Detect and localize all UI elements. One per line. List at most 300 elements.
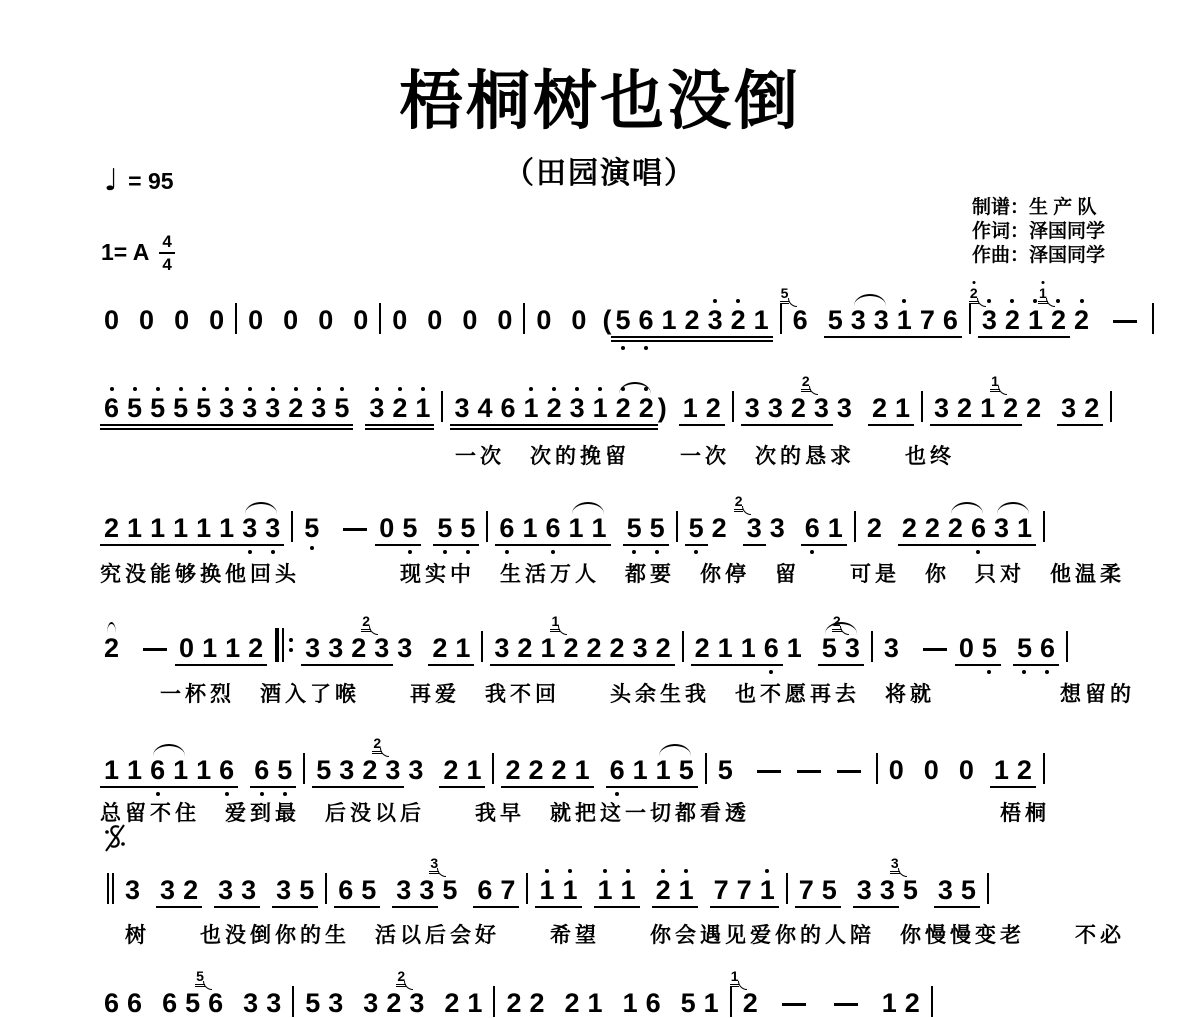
beam-line bbox=[1013, 544, 1036, 546]
note bbox=[1074, 307, 1089, 334]
note bbox=[695, 635, 710, 662]
note bbox=[334, 395, 349, 422]
octave-dot-below bbox=[260, 792, 264, 796]
slur-group bbox=[146, 757, 192, 784]
note bbox=[265, 515, 280, 542]
note-digit: 3 bbox=[369, 393, 385, 423]
beam-line bbox=[347, 664, 370, 666]
beam-line bbox=[433, 544, 456, 546]
note bbox=[610, 635, 625, 662]
note bbox=[925, 515, 940, 542]
beam-line bbox=[358, 786, 381, 788]
slur-group bbox=[612, 395, 658, 422]
note bbox=[828, 515, 843, 542]
beam-line bbox=[307, 424, 330, 426]
note-digit: 3 bbox=[767, 393, 783, 423]
octave-dot-above bbox=[1080, 299, 1084, 303]
note-digit: 3 bbox=[454, 393, 470, 423]
note bbox=[934, 395, 949, 422]
octave-dot-below bbox=[551, 550, 555, 554]
beam-line bbox=[634, 340, 657, 342]
beam-line bbox=[787, 424, 810, 426]
lyrics-line-5: 总留不住 爱到最 后没以后 我早 就把这一切都看透 梧桐 bbox=[100, 802, 1050, 825]
note-digit: 2 bbox=[694, 633, 710, 663]
beam-line bbox=[238, 428, 261, 430]
note bbox=[305, 635, 320, 662]
octave-dot-above bbox=[248, 387, 252, 391]
beam-line bbox=[497, 428, 520, 430]
note bbox=[741, 635, 756, 662]
dash-note bbox=[757, 770, 781, 773]
note bbox=[104, 990, 119, 1017]
note bbox=[311, 395, 326, 422]
beam-line bbox=[635, 424, 658, 426]
beam-line bbox=[238, 544, 261, 546]
note-digit: 0 bbox=[462, 305, 478, 335]
beam-line bbox=[953, 424, 976, 426]
note bbox=[959, 757, 974, 784]
note-digit: 1 bbox=[682, 393, 698, 423]
note-digit: 6 bbox=[219, 755, 235, 785]
note-digit: 5 bbox=[305, 988, 321, 1018]
note-digit: 0 bbox=[958, 755, 974, 785]
beam-line bbox=[818, 906, 841, 908]
time-signature bbox=[159, 232, 174, 273]
note-digit: 6 bbox=[942, 305, 958, 335]
octave-dot-above bbox=[225, 387, 229, 391]
octave-dot-above bbox=[575, 387, 579, 391]
note-digit: 2 bbox=[1004, 305, 1020, 335]
note-digit: 3 bbox=[305, 633, 321, 663]
note-digit: 2 bbox=[1016, 755, 1032, 785]
note bbox=[248, 635, 263, 662]
note-digit: 5 bbox=[361, 875, 377, 905]
beam-line bbox=[473, 424, 496, 426]
note bbox=[857, 877, 872, 904]
note bbox=[462, 307, 477, 334]
note bbox=[373, 735, 401, 785]
note bbox=[202, 635, 217, 662]
note bbox=[353, 307, 368, 334]
grace-note: 3 bbox=[429, 856, 439, 874]
lyrics-line-3: 究没能够换他回头 现实中 生活万人 都要 你停 留 可是 你 只对 他温柔 bbox=[100, 563, 1125, 586]
note bbox=[545, 515, 560, 542]
barline bbox=[780, 303, 782, 334]
beam-line bbox=[169, 544, 192, 546]
beam-line bbox=[710, 906, 733, 908]
notation-line-5 bbox=[100, 735, 1052, 785]
note bbox=[362, 757, 377, 784]
barline bbox=[493, 986, 495, 1017]
note-digit: 2 bbox=[655, 633, 671, 663]
note-digit: 6 bbox=[609, 755, 625, 785]
repeat-dot bbox=[289, 638, 293, 642]
octave-dot-above bbox=[156, 387, 160, 391]
note-digit: 1 bbox=[568, 513, 584, 543]
note bbox=[536, 307, 551, 334]
note bbox=[656, 757, 671, 784]
octave-dot-below bbox=[466, 550, 470, 554]
note bbox=[150, 757, 165, 784]
note bbox=[505, 757, 520, 784]
note bbox=[362, 613, 390, 663]
beam-line bbox=[847, 336, 870, 338]
note-digit: 3 bbox=[883, 633, 899, 663]
slur-group bbox=[818, 613, 864, 663]
octave-dot-below bbox=[810, 550, 814, 554]
beam-line bbox=[558, 906, 581, 908]
note-digit: 5 bbox=[402, 513, 418, 543]
octave-dot-below bbox=[644, 346, 648, 350]
note bbox=[890, 855, 918, 905]
note-digit: 2 bbox=[529, 988, 545, 1018]
note bbox=[173, 515, 188, 542]
beam-line bbox=[123, 428, 146, 430]
beam-line bbox=[756, 906, 779, 908]
beam-line bbox=[760, 664, 783, 666]
note-digit: 2 bbox=[1050, 305, 1066, 335]
note bbox=[499, 515, 514, 542]
beam-line bbox=[324, 664, 347, 666]
note bbox=[477, 395, 492, 422]
note bbox=[681, 990, 696, 1017]
beam-line bbox=[388, 428, 411, 430]
note-digit: 5 bbox=[1016, 633, 1032, 663]
note-digit: 0 bbox=[888, 755, 904, 785]
note-digit: 3 bbox=[374, 633, 390, 663]
note-digit: 5 bbox=[127, 393, 143, 423]
note-digit: 6 bbox=[500, 393, 516, 423]
beam-line bbox=[169, 786, 192, 788]
note-digit: 3 bbox=[397, 633, 413, 663]
grace-note: 1 bbox=[550, 614, 560, 632]
note bbox=[506, 990, 521, 1017]
octave-dot-above bbox=[684, 869, 688, 873]
beam-line bbox=[496, 906, 519, 908]
slur-group bbox=[238, 515, 284, 542]
note-digit: 2 bbox=[362, 755, 378, 785]
note-digit: 1 bbox=[455, 633, 471, 663]
octave-dot-above bbox=[529, 387, 533, 391]
note-digit: 1 bbox=[127, 755, 143, 785]
beam-line bbox=[566, 428, 589, 430]
note bbox=[1084, 395, 1099, 422]
octave-dot-above bbox=[317, 387, 321, 391]
note bbox=[704, 990, 719, 1017]
note-digit: 3 bbox=[385, 755, 401, 785]
barline bbox=[235, 303, 237, 334]
note-digit: 3 bbox=[744, 393, 760, 423]
note bbox=[304, 515, 319, 542]
note bbox=[570, 395, 585, 422]
note-digit: 2 bbox=[564, 988, 580, 1018]
note-digit: 7 bbox=[500, 875, 516, 905]
barline bbox=[854, 511, 856, 542]
beam-line bbox=[365, 424, 388, 426]
octave-dot-above bbox=[340, 387, 344, 391]
beam-line bbox=[810, 424, 833, 426]
credit-lyricist: 作词：泽国同学 bbox=[971, 220, 1105, 242]
note-digit: 1 bbox=[759, 875, 775, 905]
note bbox=[787, 635, 802, 662]
octave-dot-below bbox=[271, 550, 275, 554]
barline bbox=[486, 511, 488, 542]
note-digit: 3 bbox=[243, 988, 259, 1018]
note-digit: 2 bbox=[443, 755, 459, 785]
beam-line bbox=[617, 906, 640, 908]
beam-line bbox=[999, 424, 1022, 426]
beam-line bbox=[583, 664, 606, 666]
note bbox=[173, 757, 188, 784]
note bbox=[392, 395, 407, 422]
note-digit: 7 bbox=[919, 305, 935, 335]
beam-line bbox=[541, 544, 564, 546]
note bbox=[598, 877, 613, 904]
note-digit: 5 bbox=[717, 755, 733, 785]
note bbox=[517, 635, 532, 662]
note-digit: 2 bbox=[517, 633, 533, 663]
beam-line bbox=[536, 664, 559, 666]
note-digit: 6 bbox=[127, 988, 143, 1018]
note-digit: 2 bbox=[444, 988, 460, 1018]
note-digit: 2 bbox=[609, 633, 625, 663]
notation-line-3 bbox=[100, 493, 1052, 543]
note bbox=[219, 395, 234, 422]
note bbox=[547, 395, 562, 422]
note bbox=[408, 757, 423, 784]
note bbox=[265, 395, 280, 422]
octave-dot-above bbox=[598, 387, 602, 391]
beam-line bbox=[169, 428, 192, 430]
beam-line bbox=[250, 786, 273, 788]
note-digit: 2 bbox=[711, 513, 727, 543]
note-digit: 1 bbox=[225, 633, 241, 663]
beam-line bbox=[612, 424, 635, 426]
note bbox=[254, 757, 269, 784]
note bbox=[552, 757, 567, 784]
barline bbox=[871, 631, 873, 662]
note bbox=[801, 373, 829, 423]
note-digit: 2 bbox=[183, 875, 199, 905]
note-digit: 2 bbox=[638, 393, 654, 423]
note bbox=[305, 990, 320, 1017]
beam-line bbox=[175, 664, 198, 666]
note bbox=[419, 877, 434, 904]
beam-line bbox=[365, 428, 388, 430]
beam-line bbox=[727, 336, 750, 338]
barline bbox=[481, 631, 483, 662]
note bbox=[867, 515, 882, 542]
beam-line bbox=[179, 906, 202, 908]
grace-tie bbox=[840, 626, 849, 635]
beam-line bbox=[221, 664, 244, 666]
note bbox=[392, 307, 407, 334]
grace-tie bbox=[809, 386, 818, 395]
note-digit: 0 bbox=[283, 305, 299, 335]
beam-line bbox=[629, 664, 652, 666]
note-digit: 1 bbox=[655, 755, 671, 785]
beam-line bbox=[312, 786, 335, 788]
note bbox=[882, 990, 897, 1017]
notation-line-6 bbox=[100, 855, 996, 905]
beam-line bbox=[976, 424, 999, 426]
octave-dot-below bbox=[225, 792, 229, 796]
note-digit: 5 bbox=[185, 988, 201, 1018]
note-digit: 6 bbox=[763, 633, 779, 663]
beam-line bbox=[990, 544, 1013, 546]
note bbox=[731, 307, 746, 334]
notation-line-2 bbox=[100, 373, 1119, 423]
note bbox=[397, 968, 425, 1018]
note bbox=[905, 990, 920, 1017]
note bbox=[1017, 757, 1032, 784]
note-digit: 1 bbox=[150, 513, 166, 543]
note-digit: 3 bbox=[419, 875, 435, 905]
note bbox=[242, 515, 257, 542]
note bbox=[139, 307, 154, 334]
octave-dot-above bbox=[545, 869, 549, 873]
note-digit: 0 bbox=[104, 305, 120, 335]
octave-dot-above bbox=[644, 387, 648, 391]
beam-line bbox=[743, 544, 766, 546]
note bbox=[242, 395, 257, 422]
beam-line bbox=[565, 544, 588, 546]
barline bbox=[676, 511, 678, 542]
note-digit: 3 bbox=[219, 393, 235, 423]
beam-line bbox=[623, 544, 646, 546]
note bbox=[575, 757, 590, 784]
note-digit: 1 bbox=[786, 633, 802, 663]
note bbox=[1017, 515, 1032, 542]
time-signature-top: 4 bbox=[159, 232, 174, 254]
octave-dot-above bbox=[736, 299, 740, 303]
note-digit: 1 bbox=[703, 988, 719, 1018]
beam-line bbox=[589, 424, 612, 426]
note-digit: 0 bbox=[139, 305, 155, 335]
note bbox=[615, 307, 630, 334]
note-digit: 2 bbox=[705, 393, 721, 423]
octave-dot-above bbox=[1056, 299, 1060, 303]
note-digit: 3 bbox=[160, 875, 176, 905]
beam-line bbox=[428, 664, 451, 666]
note bbox=[196, 395, 211, 422]
beam-line bbox=[100, 428, 123, 430]
beam-line bbox=[439, 786, 462, 788]
note-digit: 2 bbox=[947, 513, 963, 543]
note bbox=[551, 613, 579, 663]
note-digit: 0 bbox=[318, 305, 334, 335]
beam-line bbox=[543, 424, 566, 426]
octave-dot-above bbox=[987, 299, 991, 303]
octave-dot-above bbox=[294, 387, 298, 391]
beam-line bbox=[415, 906, 438, 908]
note-digit: 1 bbox=[219, 513, 235, 543]
grace-note: 2 bbox=[734, 494, 744, 512]
note-digit: 1 bbox=[466, 755, 482, 785]
beam-line bbox=[750, 340, 773, 342]
note bbox=[828, 307, 843, 334]
grace-note: 2 bbox=[396, 969, 406, 987]
note-digit: 3 bbox=[265, 513, 281, 543]
beam-line bbox=[238, 424, 261, 426]
note bbox=[1005, 307, 1020, 334]
note-digit: 3 bbox=[632, 633, 648, 663]
note bbox=[957, 395, 972, 422]
beam-line bbox=[261, 424, 284, 426]
octave-dot-above bbox=[375, 387, 379, 391]
note bbox=[685, 307, 700, 334]
octave-dot-below bbox=[694, 550, 698, 554]
beam-line bbox=[898, 544, 921, 546]
beam-line bbox=[733, 906, 756, 908]
parenthesis: ( bbox=[602, 305, 612, 335]
beam-line bbox=[634, 336, 657, 338]
note bbox=[730, 968, 758, 1018]
notation-line-1 bbox=[100, 285, 1161, 335]
note bbox=[127, 515, 142, 542]
note-digit: 1 bbox=[881, 988, 897, 1018]
note bbox=[884, 635, 899, 662]
octave-dot-below bbox=[987, 670, 991, 674]
note-digit: 3 bbox=[993, 513, 1009, 543]
note-digit: 6 bbox=[104, 988, 120, 1018]
note bbox=[363, 990, 378, 1017]
note bbox=[571, 307, 586, 334]
beam-line bbox=[741, 424, 764, 426]
beam-line bbox=[957, 906, 980, 908]
notation-line-4 bbox=[100, 613, 1075, 663]
note-digit: 3 bbox=[409, 988, 425, 1018]
note-digit: 3 bbox=[879, 875, 895, 905]
note bbox=[127, 395, 142, 422]
barline bbox=[969, 303, 971, 334]
beam-line bbox=[679, 424, 702, 426]
beam-line bbox=[473, 428, 496, 430]
octave-dot-below bbox=[310, 546, 314, 550]
note bbox=[529, 757, 544, 784]
note-digit: 6 bbox=[208, 988, 224, 1018]
note bbox=[162, 990, 177, 1017]
beam-line bbox=[456, 544, 479, 546]
note bbox=[872, 395, 887, 422]
slur-group bbox=[847, 307, 893, 334]
note-digit: 6 bbox=[477, 875, 493, 905]
note bbox=[832, 613, 860, 663]
note-digit: 3 bbox=[873, 305, 889, 335]
note bbox=[379, 515, 394, 542]
note-digit: 1 bbox=[562, 875, 578, 905]
note-digit: 2 bbox=[790, 393, 806, 423]
grace-note: 3 bbox=[890, 856, 900, 874]
beam-line bbox=[520, 424, 543, 426]
beam-line bbox=[646, 544, 669, 546]
grace-tie bbox=[437, 868, 446, 877]
note bbox=[1061, 395, 1076, 422]
note bbox=[104, 757, 119, 784]
barline bbox=[931, 986, 933, 1017]
note-digit: 2 bbox=[924, 513, 940, 543]
beam-line bbox=[606, 786, 629, 788]
note bbox=[241, 877, 256, 904]
note-digit: 5 bbox=[680, 988, 696, 1018]
note bbox=[791, 395, 806, 422]
note bbox=[477, 877, 492, 904]
note bbox=[889, 757, 904, 784]
beam-line bbox=[146, 544, 169, 546]
grace-tie bbox=[404, 981, 413, 990]
barline bbox=[292, 986, 294, 1017]
dash-note bbox=[782, 1003, 806, 1006]
